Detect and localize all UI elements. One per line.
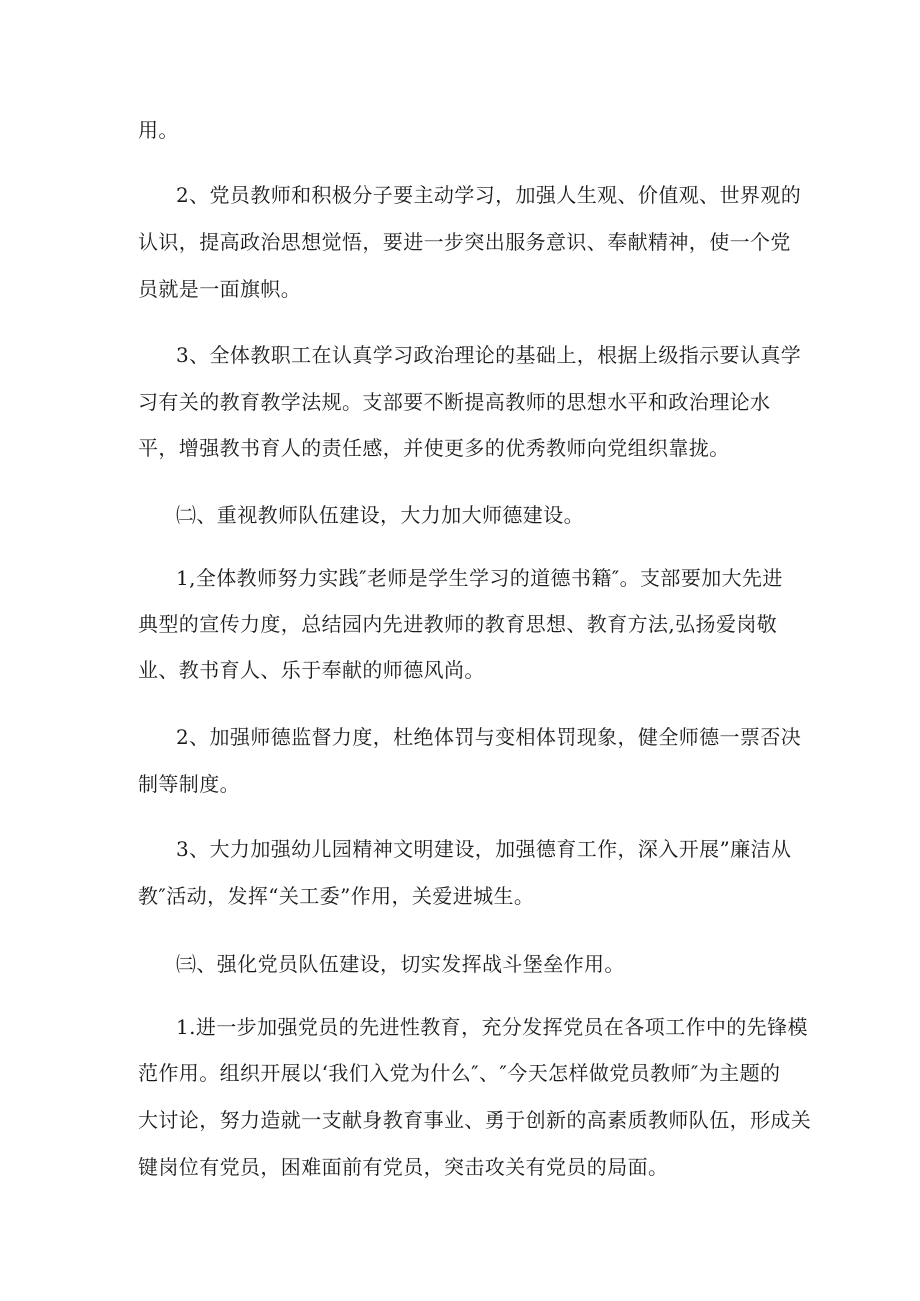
paragraph-line: 3、大力加强幼儿园精神文明建设，加强德育工作，深入开展”廉洁从 [176,837,792,861]
paragraph-line: 键岗位有党员，困难面前有党员，突击攻关有党员的局面。 [138,1155,669,1179]
paragraph-line: 范作用。组织开展以‘我们入党为什么″、″今天怎样做党员教师″为主题的 [138,1061,781,1085]
paragraph-line: 1.进一步加强党员的先进性教育，充分发挥党员在各项工作中的先锋模 [176,1015,808,1039]
paragraph-line: 大讨论，努力造就一支献身教育事业、勇于创新的高素质教师队伍，形成关 [138,1108,812,1132]
section-heading: ㈢、强化党员队伍建设，切实发挥战斗堡垒作用。 [176,952,625,976]
paragraph-line: 习有关的教育教学法规。支部要不断提高教师的思想水平和政治理论水 [138,390,771,414]
section-heading: ㈡、重视教师队伍建设，大力加大师德建设。 [176,503,584,527]
paragraph-line: 典型的宣传力度，总结园内先进教师的教育思想、教育方法,弘扬爱岗敬 [138,612,778,636]
paragraph-line: 2、加强师德监督力度，杜绝体罚与变相体罚现象，健全师德一票否决 [176,725,802,749]
paragraph-line: 制等制度。 [138,772,240,796]
paragraph-line: 用。 [138,118,179,142]
paragraph-line: 员就是一面旗帜。 [138,277,302,301]
paragraph-line: 1,全体教师努力实践″老师是学生学习的道德书籍″。支部要加大先进 [176,566,783,590]
paragraph-line: 认识，提高政治思想觉悟，要进一步突出服务意识、奉献精神，使一个党 [138,230,791,254]
paragraph-line: 平，增强教书育人的责任感，并使更多的优秀教师向党组织靠拢。 [138,436,730,460]
paragraph-line: 2、党员教师和积极分子要主动学习，加强人生观、价值观、世界观的 [176,183,802,207]
paragraph-line: 教″活动，发挥“关工委”作用，关爱进城生。 [138,884,535,908]
paragraph-line: 业、教书育人、乐于奉献的师德风尚。 [138,658,485,682]
paragraph-line: 3、全体教职工在认真学习政治理论的基础上，根据上级指示要认真学 [176,343,802,367]
